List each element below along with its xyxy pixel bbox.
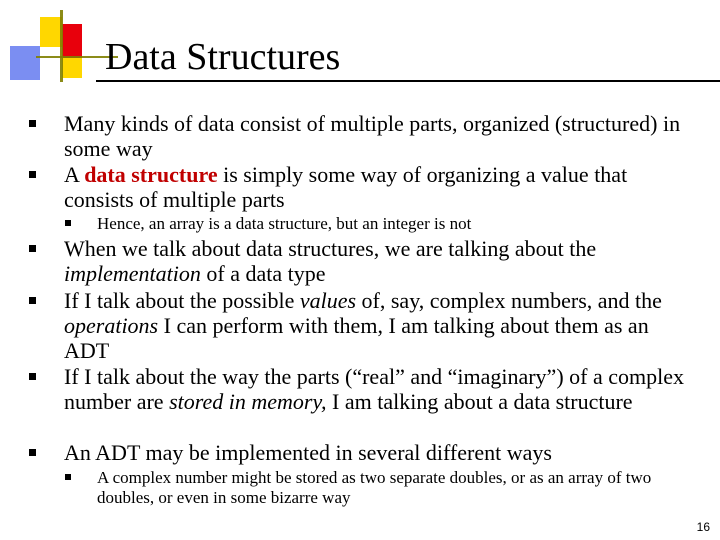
bullet-text: An ADT may be implemented in several different ways: [64, 440, 552, 465]
logo-blue-block: [10, 46, 40, 80]
bullet-item: [64, 288, 684, 363]
logo-yellow-block: [40, 17, 62, 47]
page-number: 16: [696, 520, 710, 534]
sub-bullet-text: A complex number might be stored as two separate doubles, or as an array of two doubles, or even in some bizarre way: [97, 468, 652, 507]
bullet-item: [64, 440, 684, 465]
bullet-square-icon: [29, 245, 36, 252]
bullet-square-icon: [29, 120, 36, 127]
bullet-text: If I talk about the way the parts (“real” and “imaginary”) of a complex number are stored in memory, I am talking about a data structure: [64, 364, 684, 414]
logo-vertical-line: [60, 10, 63, 82]
bullet-square-icon: [29, 449, 36, 456]
highlighted-term: data structure: [84, 162, 218, 187]
bullet-text: When we talk about data structures, we are talking about the implementation of a data type: [64, 236, 597, 286]
bullet-square-icon: [29, 171, 36, 178]
bullet-item: [64, 364, 684, 414]
bullet-square-icon: [29, 373, 36, 380]
bullet-text: If I talk about the possible values of, say, complex numbers, and the operations I can perform with them, I am talking about them as an ADT: [64, 288, 662, 363]
bullet-square-icon: [65, 220, 71, 226]
logo-yellow-block-lower: [62, 58, 82, 78]
title-underline: [96, 80, 720, 82]
sub-bullet-item: [97, 214, 657, 234]
bullet-text: A data structure is simply some way of organizing a value that consists of multiple parts: [64, 162, 628, 212]
bullet-square-icon: [29, 297, 36, 304]
bullet-text: Many kinds of data consist of multiple parts, organized (structured) in some way: [64, 111, 681, 161]
logo-red-block: [62, 24, 82, 58]
bullet-item: [64, 111, 684, 161]
sub-bullet-item: [97, 468, 657, 508]
slide-title: Data Structures: [105, 36, 341, 78]
sub-bullet-text: Hence, an array is a data structure, but an integer is not: [97, 214, 472, 233]
bullet-square-icon: [65, 474, 71, 480]
bullet-item: [64, 162, 684, 212]
bullet-item: [64, 236, 684, 286]
